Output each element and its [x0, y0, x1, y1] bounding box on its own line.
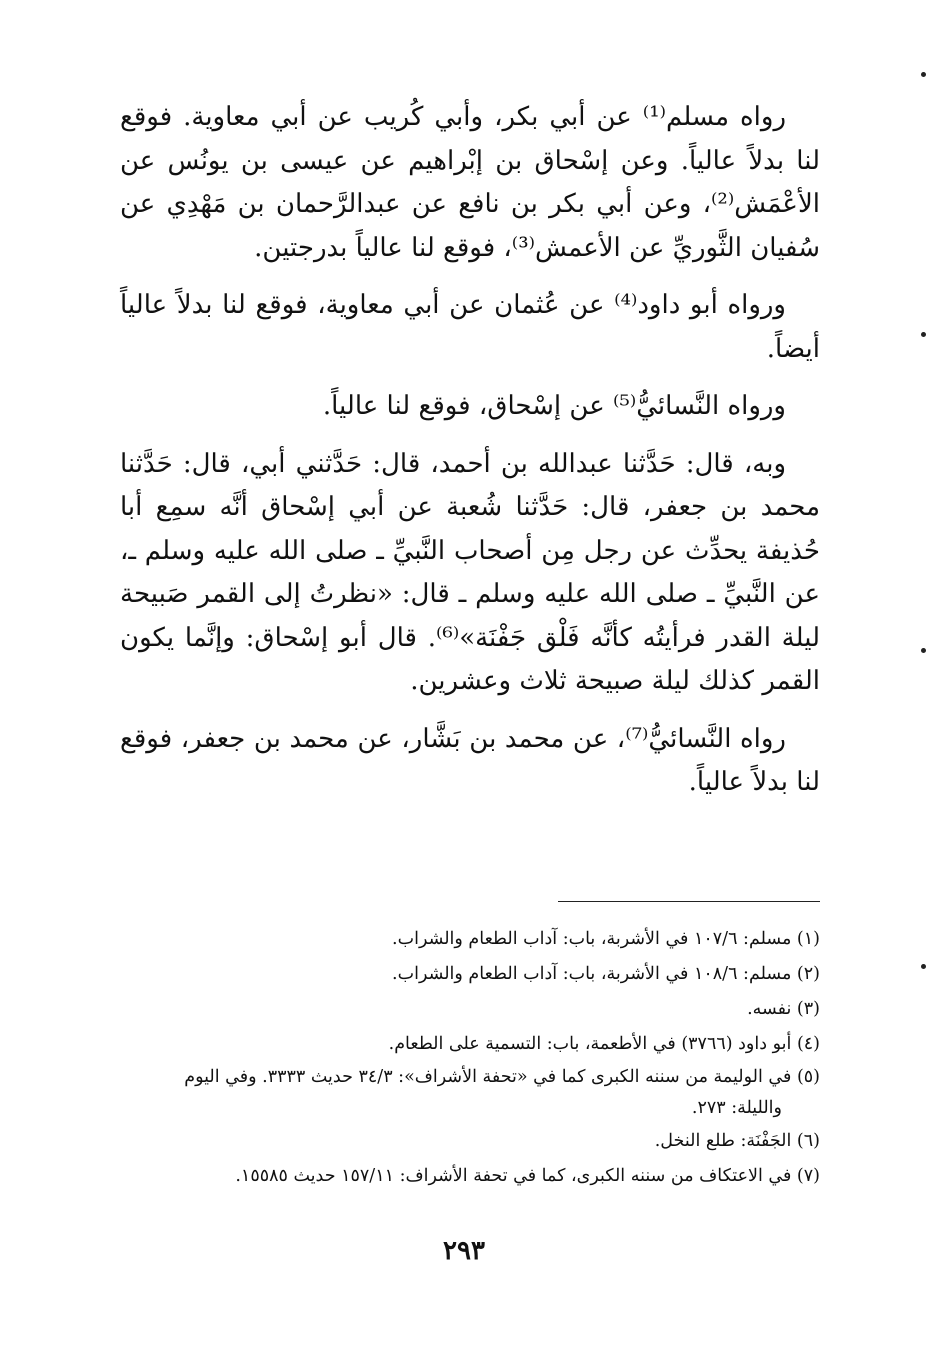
footnote-3: (٣) نفسه. [747, 999, 820, 1019]
margin-mark [921, 648, 926, 653]
footnote-7: (٧) في الاعتكاف من سننه الكبرى، كما في تحفة الأشراف: ١٥٧/١١ حديث ١٥٥٨٥. [235, 1166, 820, 1186]
footnote-1: (١) مسلم: ١٠٧/٦ في الأشربة، باب: آداب الطعام والشراب. [392, 929, 820, 949]
margin-mark [921, 964, 926, 969]
footnote-4: (٤) أبو داود (٣٧٦٦) في الأطعمة، باب: التسمية على الطعام. [388, 1034, 820, 1054]
margin-mark [921, 72, 926, 77]
page-number: ٢٩٣ [443, 1236, 485, 1266]
footnote-5: (٥) في الوليمة من سننه الكبرى كما في «تحفة الأشراف»: ٣٤/٣ حديث ٣٣٣٣. وفي اليوم والليلة: ٢٧٣. [184, 1067, 820, 1118]
footnote-separator [558, 901, 820, 902]
paragraph-2: ورواه أبو داود⁽⁴⁾ عن عُثمان عن أبي معاوية، فوقع لنا بدلاً عالياً أيضاً. [120, 290, 820, 364]
margin-mark [921, 332, 926, 337]
paragraph-5: رواه النَّسائيُّ⁽⁷⁾، عن محمد بن بَشَّار، عن محمد بن جعفر، فوقع لنا بدلاً عالياً. [120, 723, 820, 797]
paragraph-3: ورواه النَّسائيُّ⁽⁵⁾ عن إسْحاق، فوقع لنا عالياً. [322, 391, 786, 421]
footnote-2: (٢) مسلم: ١٠٨/٦ في الأشربة، باب: آداب الطعام والشراب. [392, 964, 820, 984]
paragraph-4: وبه، قال: حَدَّثنا عبدالله بن أحمد، قال: حَدَّثني أبي، قال: حَدَّثنا محمد بن جعفر، قال: حَدَّثنا شُعبة عن أبي إسْحاق أنَّه سمِع أبا حُذيفة يحدِّث عن رجل مِن أصحاب النَّبيِّ ـ صلى الله عليه وسلم ـ، عن النَّبيِّ ـ صلى الله عليه وسلم ـ قال: «نظرتُ إلى القمر صَبيحة ليلة القدر فرأيتُه كأنَّه فَلْق جَفْنَة»⁽⁶⁾. قال أبو إسْحاق: وإنَّما يكون القمر كذلك ليلة صبيحة ثلاث وعشرين. [120, 448, 820, 696]
paragraph-1: رواه مسلم⁽¹⁾ عن أبي بكر، وأبي كُريب عن أبي معاوية. فوقع لنا بدلاً عالياً. وعن إسْحاق بن إبْراهيم عن عيسى بن يونُس عن الأعْمَش⁽²⁾، وعن أبي بكر بن نافع عن عبدالرَّحمان بن مَهْدِي عن سُفيان الثَّوريِّ عن الأعمش⁽³⁾، فوقع لنا عالياً بدرجتين. [120, 102, 820, 263]
footnotes [128, 922, 820, 1194]
footnote-6: (٦) الجَفْنَة: طلع النخل. [654, 1131, 820, 1151]
main-text [120, 96, 820, 819]
